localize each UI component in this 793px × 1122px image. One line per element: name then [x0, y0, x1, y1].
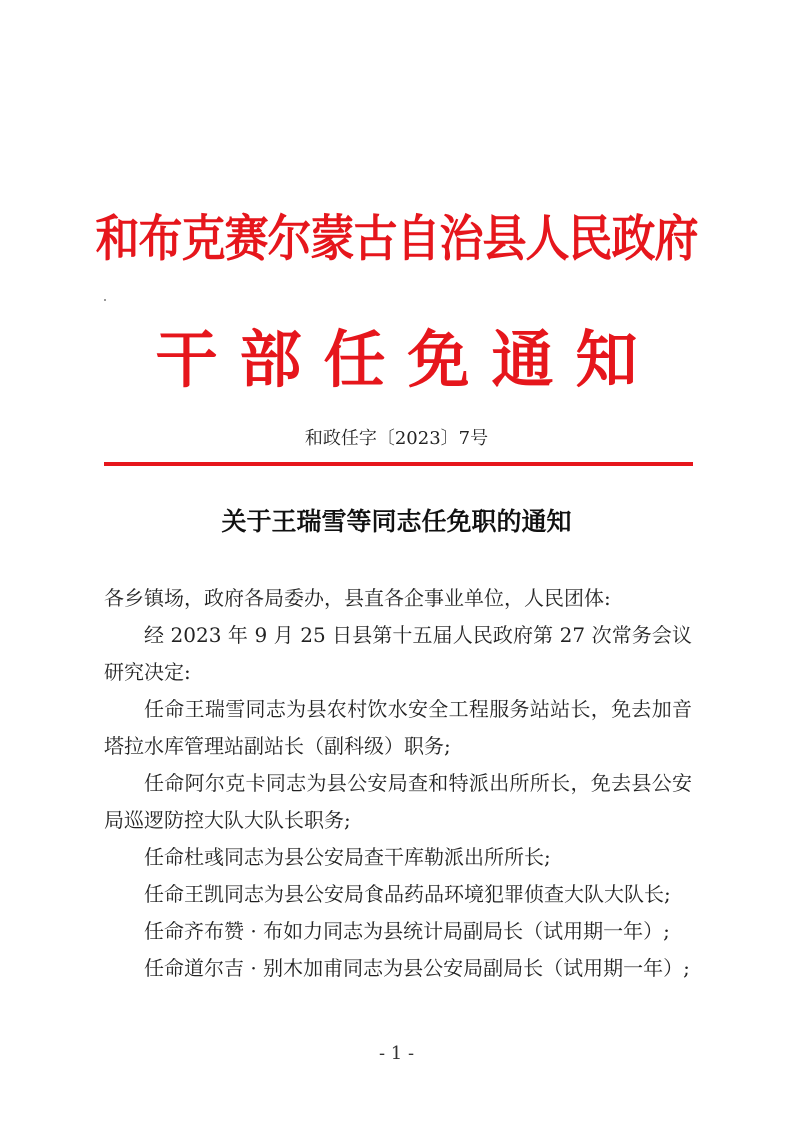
body-paragraph: 任命齐布赞 · 布如力同志为县统计局副局长（试用期一年）;	[144, 919, 670, 943]
body-paragraph: 任命杜彧同志为县公安局查干库勒派出所所长;	[144, 845, 551, 869]
notice-title: 关于王瑞雪等同志任免职的通知	[221, 507, 572, 536]
body-paragraph: 任命王瑞雪同志为县农村饮水安全工程服务站站长，免去加音塔拉水库管理站副站长（副科级）职务;	[104, 697, 692, 758]
body-paragraph: 经 2023 年 9 月 25 日县第十五届人民政府第 27 次常务会议研究决定:	[104, 623, 692, 684]
body-paragraph: 任命阿尔克卡同志为县公安局查和特派出所所长，免去县公安局巡逻防控大队大队长职务;	[104, 771, 692, 832]
page-number: - 1 -	[378, 1043, 415, 1064]
issuer-name: 和布克赛尔蒙古自治县人民政府	[95, 210, 698, 268]
red-separator-line	[104, 462, 693, 466]
addressee-line: 各乡镇场，政府各局委办，县直各企事业单位，人民团体:	[104, 586, 611, 610]
body-paragraph: 任命王凯同志为县公安局食品药品环境犯罪侦查大队大队长;	[144, 882, 671, 906]
scan-speck	[104, 299, 106, 301]
document-type-heading: 干部任免通知	[155, 323, 660, 396]
document-number: 和政任字〔2023〕7号	[304, 428, 489, 449]
notice-body	[104, 580, 692, 987]
body-paragraph: 任命道尔吉 · 别木加甫同志为县公安局副局长（试用期一年）;	[144, 956, 690, 980]
